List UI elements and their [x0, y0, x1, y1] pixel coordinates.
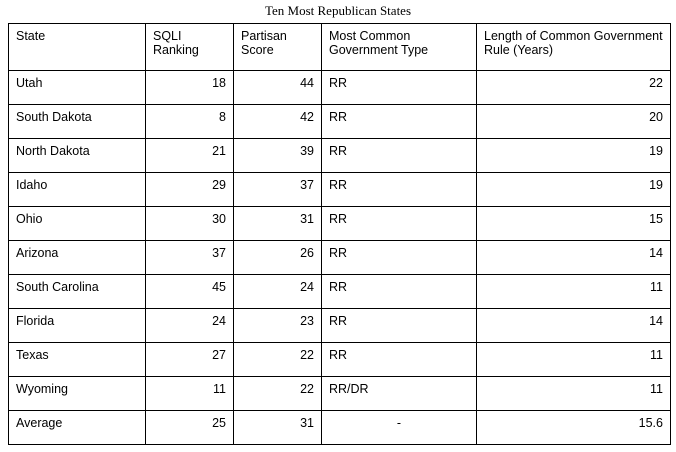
cell-state: Florida	[9, 309, 146, 343]
cell-state: Wyoming	[9, 377, 146, 411]
cell-length: 11	[477, 377, 671, 411]
cell-govtype: RR	[322, 139, 477, 173]
cell-state: Ohio	[9, 207, 146, 241]
cell-state: Arizona	[9, 241, 146, 275]
cell-govtype: RR	[322, 105, 477, 139]
cell-partisan: 24	[234, 275, 322, 309]
cell-length: 22	[477, 71, 671, 105]
cell-state: Average	[9, 411, 146, 445]
table-row	[9, 71, 671, 105]
cell-govtype: RR	[322, 71, 477, 105]
cell-partisan: 26	[234, 241, 322, 275]
cell-sqli: 8	[146, 105, 234, 139]
cell-sqli: 18	[146, 71, 234, 105]
column-header-state: State	[9, 24, 146, 71]
cell-govtype: RR	[322, 343, 477, 377]
cell-length: 14	[477, 241, 671, 275]
cell-govtype: RR/DR	[322, 377, 477, 411]
cell-state: Idaho	[9, 173, 146, 207]
table-row	[9, 411, 671, 445]
table-row	[9, 173, 671, 207]
cell-length: 19	[477, 139, 671, 173]
cell-length: 11	[477, 275, 671, 309]
cell-partisan: 22	[234, 343, 322, 377]
cell-length: 11	[477, 343, 671, 377]
table-row	[9, 309, 671, 343]
republican-states-table	[8, 23, 671, 445]
cell-sqli: 25	[146, 411, 234, 445]
table-row	[9, 343, 671, 377]
page-title: Ten Most Republican States	[264, 3, 412, 18]
cell-govtype: RR	[322, 275, 477, 309]
cell-partisan: 23	[234, 309, 322, 343]
table-header	[9, 24, 671, 71]
cell-length: 15	[477, 207, 671, 241]
cell-sqli: 21	[146, 139, 234, 173]
cell-partisan: 37	[234, 173, 322, 207]
column-header-partisan-score: Partisan Score	[234, 24, 322, 71]
cell-govtype: -	[322, 411, 477, 445]
table-header-row	[9, 24, 671, 71]
cell-sqli: 37	[146, 241, 234, 275]
table-row	[9, 275, 671, 309]
table-row	[9, 377, 671, 411]
table-row	[9, 241, 671, 275]
cell-state: Texas	[9, 343, 146, 377]
cell-state: South Dakota	[9, 105, 146, 139]
cell-partisan: 39	[234, 139, 322, 173]
cell-state: South Carolina	[9, 275, 146, 309]
cell-govtype: RR	[322, 207, 477, 241]
cell-sqli: 24	[146, 309, 234, 343]
cell-length: 20	[477, 105, 671, 139]
cell-partisan: 31	[234, 411, 322, 445]
cell-partisan: 22	[234, 377, 322, 411]
cell-govtype: RR	[322, 173, 477, 207]
cell-sqli: 45	[146, 275, 234, 309]
table-body	[9, 71, 671, 445]
cell-sqli: 27	[146, 343, 234, 377]
cell-govtype: RR	[322, 241, 477, 275]
cell-govtype: RR	[322, 309, 477, 343]
cell-sqli: 29	[146, 173, 234, 207]
cell-sqli: 30	[146, 207, 234, 241]
cell-state: North Dakota	[9, 139, 146, 173]
table-row	[9, 105, 671, 139]
cell-sqli: 11	[146, 377, 234, 411]
cell-state: Utah	[9, 71, 146, 105]
column-header-most-common-government-type: Most Common Government Type	[322, 24, 477, 71]
cell-length: 19	[477, 173, 671, 207]
cell-length: 15.6	[477, 411, 671, 445]
table-row	[9, 139, 671, 173]
column-header-sqli-ranking: SQLI Ranking	[146, 24, 234, 71]
cell-partisan: 31	[234, 207, 322, 241]
table-row	[9, 207, 671, 241]
column-header-length-of-common-government-rule: Length of Common Government Rule (Years)	[477, 24, 671, 71]
cell-partisan: 44	[234, 71, 322, 105]
cell-length: 14	[477, 309, 671, 343]
cell-partisan: 42	[234, 105, 322, 139]
